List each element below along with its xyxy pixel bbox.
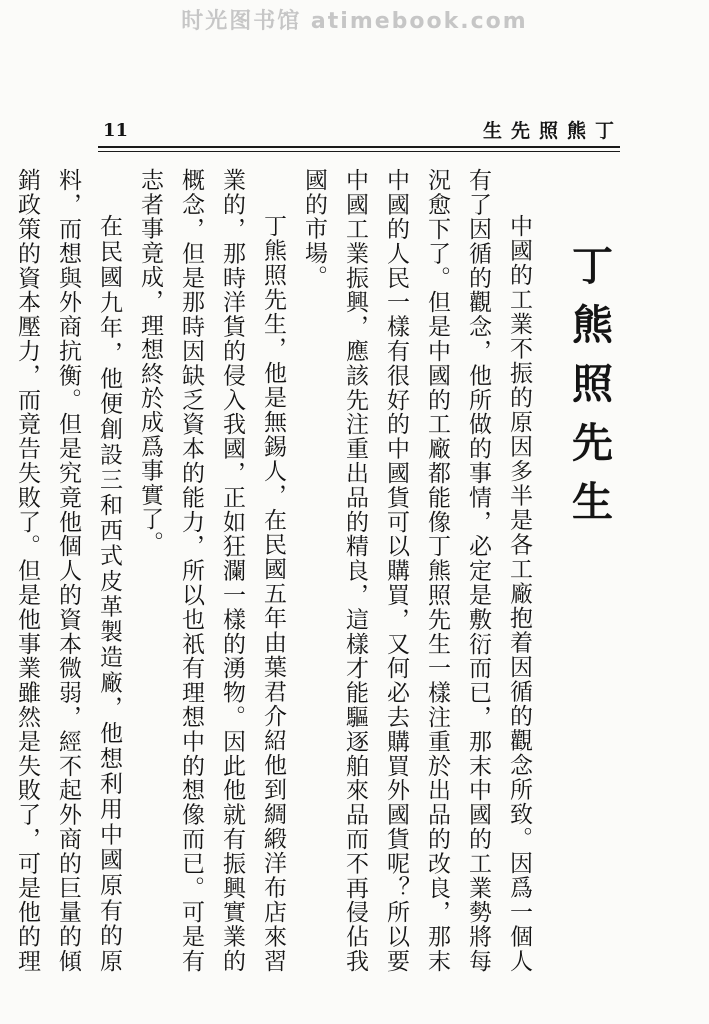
- paragraph-1: 中國的工業不振的原因多半是各工廠抱着因循的觀念所致。因爲一個人有了因循的觀念，他所做的事情，必定是敷衍而已，那末中國的工業勢將每況愈下了。但是中國的工廠都能像丁熊照先生一樣注重於出品的改良，那末中國的人民一樣有很好的中國貨可以購買，又何必去購買外國貨呢？所以要中國工業振興，應該先注重出品的精良，這樣才能驅逐舶來品而不再侵佔我國的市場。: [301, 168, 532, 973]
- running-header: 丁熊照先生: [482, 120, 623, 142]
- page-number: 11: [103, 120, 129, 141]
- paragraph-2: 丁熊照先生，他是無錫人，在民國五年由葉君介紹他到綢緞洋布店來習業的，那時洋貨的侵入我國，正如狂瀾一樣的湧物。因此他就有振興實業的概念，但是那時因缺乏資本的能力，所以也祇有理想中的想像而已。可是有志者事竟成，理想終於成爲事實了。: [137, 168, 286, 973]
- header-rule-thin: [98, 151, 620, 152]
- article-title: 丁熊照先生: [565, 244, 613, 539]
- article-body: [14, 168, 539, 973]
- watermark: 时光图书馆 atimebook.com: [181, 9, 528, 34]
- header-rule: [98, 146, 620, 148]
- paragraph-3: 在民國九年，他便創設三和西式皮革製造廠，他想利用中國原有的原料，而想與外商抗衡。但是究竟他個人的資本微弱，經不起外商的巨量的傾銷政策的資本壓力，而竟告失敗了。但是他事業雖然是失敗了，可是他的理: [14, 168, 122, 973]
